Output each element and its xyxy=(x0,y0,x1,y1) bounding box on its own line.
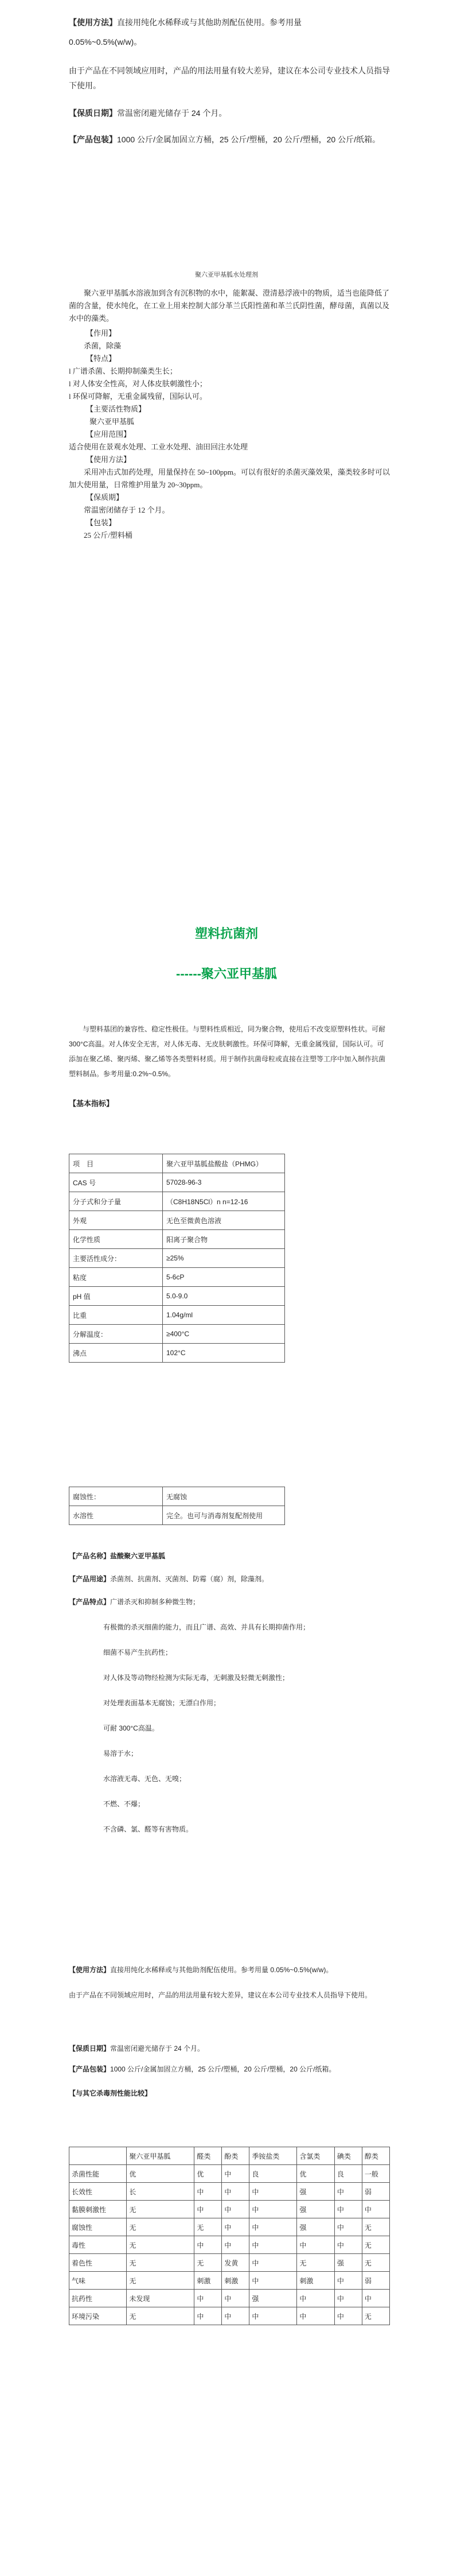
spec-cell: 沸点 xyxy=(69,1344,163,1363)
water-pack: 25 公斤/塑料桶 xyxy=(84,531,132,540)
spec-cell: 化学性质 xyxy=(69,1230,163,1249)
spec-cell: 无腐蚀 xyxy=(163,1487,285,1506)
compare-cell: 抗药性 xyxy=(69,2290,127,2307)
water-heading-scope: 【应用范围】 xyxy=(86,430,131,439)
note-text: 由于产品在不同领域应用时，产品的用法用量有较大差异，建议在本公司专业技术人员指导下使用。 xyxy=(69,66,390,90)
plastic-usage-block xyxy=(69,1963,390,2100)
feature-item: 对处理表面基本无腐蚀；无漂白作用； xyxy=(103,1699,221,1707)
compare-row xyxy=(69,2272,390,2290)
compare-cell: 刺激 xyxy=(297,2272,335,2290)
shelf-line: 【保质日期】常温密闭避光储存于 24 个月。 xyxy=(69,108,227,118)
compare-cell: 中 xyxy=(249,2254,297,2272)
compare-cell: 中 xyxy=(222,2183,249,2201)
spec-cell: 项 目 xyxy=(69,1154,163,1173)
plastic-intro: 与塑料基团的兼容性、稳定性极佳。与塑料性质相近，同为聚合物，使用后不改变原塑料性状。可耐 300°C高温。对人体安全无害，对人体无毒、无皮肤刺激性。环保可降解，无重金属残留，国际认可。可添加在聚乙烯、聚丙烯、聚乙烯等各类塑料材质。用于制作抗菌母粒或直接在注塑等工序中加入制作抗菌塑料制品。参考用量:0.2%~0.5%。 xyxy=(69,1025,386,1078)
plastic-subtitle: ------聚六亚甲基胍 xyxy=(176,967,277,981)
spec-row xyxy=(69,1192,285,1211)
package-line: 【产品包装】1000 公斤/金属加固立方桶，25 公斤/塑桶，20 公斤/塑桶，20 公斤/纸箱。 xyxy=(69,135,380,144)
compare-cell: 中 xyxy=(249,2236,297,2254)
water-feature-item: l 广谱杀菌、长期抑制藻类生长； xyxy=(69,367,177,375)
product-use-line: 【产品用途】杀菌剂、抗菌剂、灭菌剂、防霉（腐）剂，除藻剂。 xyxy=(69,1575,269,1583)
basic-spec-table xyxy=(69,1154,285,1363)
compare-row xyxy=(69,2236,390,2254)
extra-spec-table xyxy=(69,1487,285,1525)
compare-cell: 刺激 xyxy=(222,2272,249,2290)
compare-row xyxy=(69,2183,390,2201)
compare-header-cell: 醇类 xyxy=(362,2147,389,2165)
water-section-title: 聚六亚甲基胍水处理剂 xyxy=(195,271,258,278)
compare-cell: 强 xyxy=(297,2201,335,2218)
compare-cell: 中 xyxy=(297,2307,335,2325)
feature-list xyxy=(69,1621,390,1836)
plastic-usage-line: 【使用方法】直接用纯化水稀释或与其他助剂配伍使用。参考用量 0.05%~0.5%(w/w)。 xyxy=(69,1966,333,1974)
compare-cell: 中 xyxy=(249,2183,297,2201)
spec-cell: CAS 号 xyxy=(69,1173,163,1192)
spec-row xyxy=(69,1211,285,1230)
feature-item: 不燃、不爆； xyxy=(103,1800,145,1808)
compare-cell: 中 xyxy=(194,2183,222,2201)
compare-row xyxy=(69,2201,390,2218)
usage-line: 【使用方法】直接用纯化水稀释或与其他助剂配伍使用。参考用量 xyxy=(69,18,302,27)
compare-cell: 无 xyxy=(127,2254,194,2272)
compare-cell: 弱 xyxy=(362,2183,389,2201)
feature-item: 易溶于水； xyxy=(103,1749,138,1758)
compare-cell: 中 xyxy=(297,2290,335,2307)
compare-cell: 中 xyxy=(334,2236,362,2254)
top-section xyxy=(69,16,390,147)
compare-cell: 中 xyxy=(334,2272,362,2290)
compare-cell: 中 xyxy=(334,2290,362,2307)
plastic-intro-block xyxy=(69,1022,390,1110)
spec-cell: 聚六亚甲基胍盐酸盐（PHMG） xyxy=(163,1154,285,1173)
compare-cell: 中 xyxy=(249,2307,297,2325)
compare-row xyxy=(69,2290,390,2307)
water-feature-item: l 环保可降解，无重金属残留，国际认可。 xyxy=(69,392,207,401)
spec-row xyxy=(69,1249,285,1268)
compare-cell: 中 xyxy=(222,2236,249,2254)
plastic-shelf-line: 【保质日期】常温密闭避光储存于 24 个月。 xyxy=(69,2044,205,2053)
water-section xyxy=(69,287,390,542)
compare-cell: 中 xyxy=(334,2218,362,2236)
compare-cell: 无 xyxy=(127,2218,194,2236)
spec-cell: pH 值 xyxy=(69,1287,163,1306)
plastic-title: 塑料抗菌剂 xyxy=(194,926,258,941)
compare-cell: 中 xyxy=(222,2290,249,2307)
compare-cell: 良 xyxy=(249,2165,297,2183)
compare-header-cell: 季铵盐类 xyxy=(249,2147,297,2165)
compare-cell: 气味 xyxy=(69,2272,127,2290)
spec-cell: ≥25% xyxy=(163,1249,285,1268)
water-active: 聚六亚甲基胍 xyxy=(89,417,135,426)
water-heading-effect: 【作用】 xyxy=(86,329,116,337)
compare-table xyxy=(69,2147,390,2325)
compare-row xyxy=(69,2218,390,2236)
spec-cell: 水溶性 xyxy=(69,1506,163,1525)
spec-row xyxy=(69,1487,285,1506)
compare-cell: 毒性 xyxy=(69,2236,127,2254)
compare-row xyxy=(69,2254,390,2272)
compare-cell: 中 xyxy=(194,2307,222,2325)
plastic-details xyxy=(69,1550,390,1836)
compare-cell: 无 xyxy=(362,2236,389,2254)
spec-cell: ≥400°C xyxy=(163,1325,285,1344)
extra-spec-body xyxy=(69,1487,285,1525)
compare-header-cell: 酚类 xyxy=(222,2147,249,2165)
compare-cell: 无 xyxy=(362,2254,389,2272)
product-feature-line: 【产品特点】广谱杀灭和抑制多种微生物； xyxy=(69,1598,200,1606)
feature-item: 有极微的杀灭细菌的能力，而且广谱、高效、并具有长期抑菌作用； xyxy=(103,1623,310,1631)
compare-cell: 无 xyxy=(362,2218,389,2236)
compare-cell: 中 xyxy=(334,2201,362,2218)
compare-cell: 中 xyxy=(194,2236,222,2254)
spec-row xyxy=(69,1268,285,1287)
compare-cell: 着色性 xyxy=(69,2254,127,2272)
compare-cell: 发黄 xyxy=(222,2254,249,2272)
compare-cell: 中 xyxy=(222,2165,249,2183)
compare-cell: 弱 xyxy=(362,2272,389,2290)
compare-row xyxy=(69,2307,390,2325)
basic-spec-body xyxy=(69,1154,285,1363)
compare-cell: 无 xyxy=(194,2254,222,2272)
water-effect: 杀菌，除藻 xyxy=(84,342,122,350)
compare-cell: 中 xyxy=(194,2201,222,2218)
compare-cell: 中 xyxy=(249,2272,297,2290)
compare-cell: 刺激 xyxy=(194,2272,222,2290)
spec-cell: 外观 xyxy=(69,1211,163,1230)
compare-cell: 中 xyxy=(194,2290,222,2307)
water-heading-pack: 【包装】 xyxy=(86,518,116,527)
spec-row xyxy=(69,1325,285,1344)
spec-cell: 腐蚀性： xyxy=(69,1487,163,1506)
compare-cell: 良 xyxy=(334,2165,362,2183)
compare-cell: 腐蚀性 xyxy=(69,2218,127,2236)
basic-heading: 【基本指标】 xyxy=(69,1099,114,1108)
compare-header-cell: 聚六亚甲基胍 xyxy=(127,2147,194,2165)
water-heading-usage: 【使用方法】 xyxy=(86,455,131,464)
compare-cell: 中 xyxy=(249,2201,297,2218)
water-scope: 适合使用在景观水处理、工业水处理、油田回注水处理 xyxy=(69,443,248,451)
spec-cell: 102°C xyxy=(163,1344,285,1363)
spec-row xyxy=(69,1173,285,1192)
compare-cell: 杀菌性能 xyxy=(69,2165,127,2183)
compare-cell: 中 xyxy=(222,2307,249,2325)
compare-cell: 优 xyxy=(127,2165,194,2183)
feature-item: 可耐 300°C高温。 xyxy=(103,1724,159,1732)
spec-row xyxy=(69,1154,285,1173)
spec-row xyxy=(69,1306,285,1325)
compare-cell: 无 xyxy=(127,2307,194,2325)
spec-cell: 完全。也可与消毒剂复配剂使用 xyxy=(163,1506,285,1525)
compare-cell: 强 xyxy=(334,2254,362,2272)
compare-header-row xyxy=(69,2147,390,2165)
compare-cell: 无 xyxy=(127,2236,194,2254)
compare-cell: 环境污染 xyxy=(69,2307,127,2325)
compare-cell: 未发现 xyxy=(127,2290,194,2307)
spec-cell: 5.0-9.0 xyxy=(163,1287,285,1306)
compare-cell: 优 xyxy=(194,2165,222,2183)
water-intro: 聚六亚甲基胍水溶液加到含有沉积物的水中，能絮凝、澄清悬浮液中的物质，适当也能降低了菌的含量，使水纯化，在工业上用来控制大部分革兰氏阳性菌和革兰氏阴性菌，酵母菌，真菌以及水中的藻类。 xyxy=(69,289,390,323)
compare-cell: 无 xyxy=(194,2218,222,2236)
compare-cell: 优 xyxy=(297,2165,335,2183)
feature-item: 不含磷、氯、醛等有害物质。 xyxy=(103,1825,193,1833)
compare-header-cell: 醛类 xyxy=(194,2147,222,2165)
plastic-package-line: 【产品包装】1000 公斤/金属加固立方桶，25 公斤/塑桶，20 公斤/塑桶，20 公斤/纸箱。 xyxy=(69,2065,336,2073)
compare-cell: 中 xyxy=(297,2236,335,2254)
feature-item: 细菌不易产生抗药性； xyxy=(103,1648,173,1656)
compare-cell: 无 xyxy=(297,2254,335,2272)
compare-header-cell: 含氯类 xyxy=(297,2147,335,2165)
spec-cell: （C8H18N5Cl）n n=12-16 xyxy=(163,1192,285,1211)
compare-header-cell xyxy=(69,2147,127,2165)
compare-row xyxy=(69,2165,390,2183)
water-heading-feature: 【特点】 xyxy=(86,354,116,363)
spec-cell: 主要活性成分： xyxy=(69,1249,163,1268)
compare-heading: 【与其它杀毒剂性能比较】 xyxy=(69,2089,152,2097)
spec-row xyxy=(69,1230,285,1249)
compare-cell: 中 xyxy=(334,2307,362,2325)
water-heading-shelf: 【保质期】 xyxy=(86,493,124,502)
compare-cell: 无 xyxy=(362,2307,389,2325)
compare-cell: 黏膜刺激性 xyxy=(69,2201,127,2218)
spec-cell: 阳离子聚合物 xyxy=(163,1230,285,1249)
spec-cell: 5-6cP xyxy=(163,1268,285,1287)
water-feature-item: l 对人体安全性高，对人体皮肤刺激性小； xyxy=(69,379,207,388)
spec-cell: 比重 xyxy=(69,1306,163,1325)
spec-cell: 无色至微黄色溶液 xyxy=(163,1211,285,1230)
compare-cell: 强 xyxy=(297,2218,335,2236)
spec-row xyxy=(69,1506,285,1525)
compare-cell: 中 xyxy=(222,2218,249,2236)
compare-body xyxy=(69,2147,390,2325)
compare-cell: 中 xyxy=(362,2290,389,2307)
usage-line-cont: 0.05%~0.5%(w/w)。 xyxy=(69,37,142,46)
compare-cell: 长效性 xyxy=(69,2183,127,2201)
compare-cell: 无 xyxy=(127,2201,194,2218)
product-name-line: 【产品名称】盐酸聚六亚甲基胍 xyxy=(69,1552,166,1560)
compare-cell: 中 xyxy=(362,2201,389,2218)
compare-cell: 中 xyxy=(222,2201,249,2218)
spec-cell: 分解温度： xyxy=(69,1325,163,1344)
water-usage: 采用冲击式加药处理，用量保持在 50~100ppm。可以有很好的杀菌灭藻效果，藻类较多时可以加大使用量，日常维护用量为 20~30ppm。 xyxy=(69,468,390,489)
compare-cell: 一般 xyxy=(362,2165,389,2183)
spec-row xyxy=(69,1344,285,1363)
spec-cell: 分子式和分子量 xyxy=(69,1192,163,1211)
water-heading-active: 【主要活性物质】 xyxy=(86,405,146,413)
compare-cell: 强 xyxy=(249,2290,297,2307)
compare-header-cell: 碘类 xyxy=(334,2147,362,2165)
spec-cell: 粘度 xyxy=(69,1268,163,1287)
feature-item: 水溶液无毒、无色、无嗅； xyxy=(103,1775,186,1783)
spec-row xyxy=(69,1287,285,1306)
compare-cell: 长 xyxy=(127,2183,194,2201)
compare-cell: 中 xyxy=(334,2183,362,2201)
feature-item: 对人体及等动物经检测为实际无毒，无刺激及轻微无刺激性； xyxy=(103,1674,290,1682)
spec-cell: 1.04g/ml xyxy=(163,1306,285,1325)
spec-cell: 57028-96-3 xyxy=(163,1173,285,1192)
plastic-note: 由于产品在不同领域应用时，产品的用法用量有较大差异，建议在本公司专业技术人员指导下使用。 xyxy=(69,1991,372,1999)
water-shelf: 常温密闭储存于 12 个月。 xyxy=(84,506,170,514)
compare-cell: 无 xyxy=(127,2272,194,2290)
compare-cell: 强 xyxy=(297,2183,335,2201)
compare-cell: 中 xyxy=(249,2218,297,2236)
